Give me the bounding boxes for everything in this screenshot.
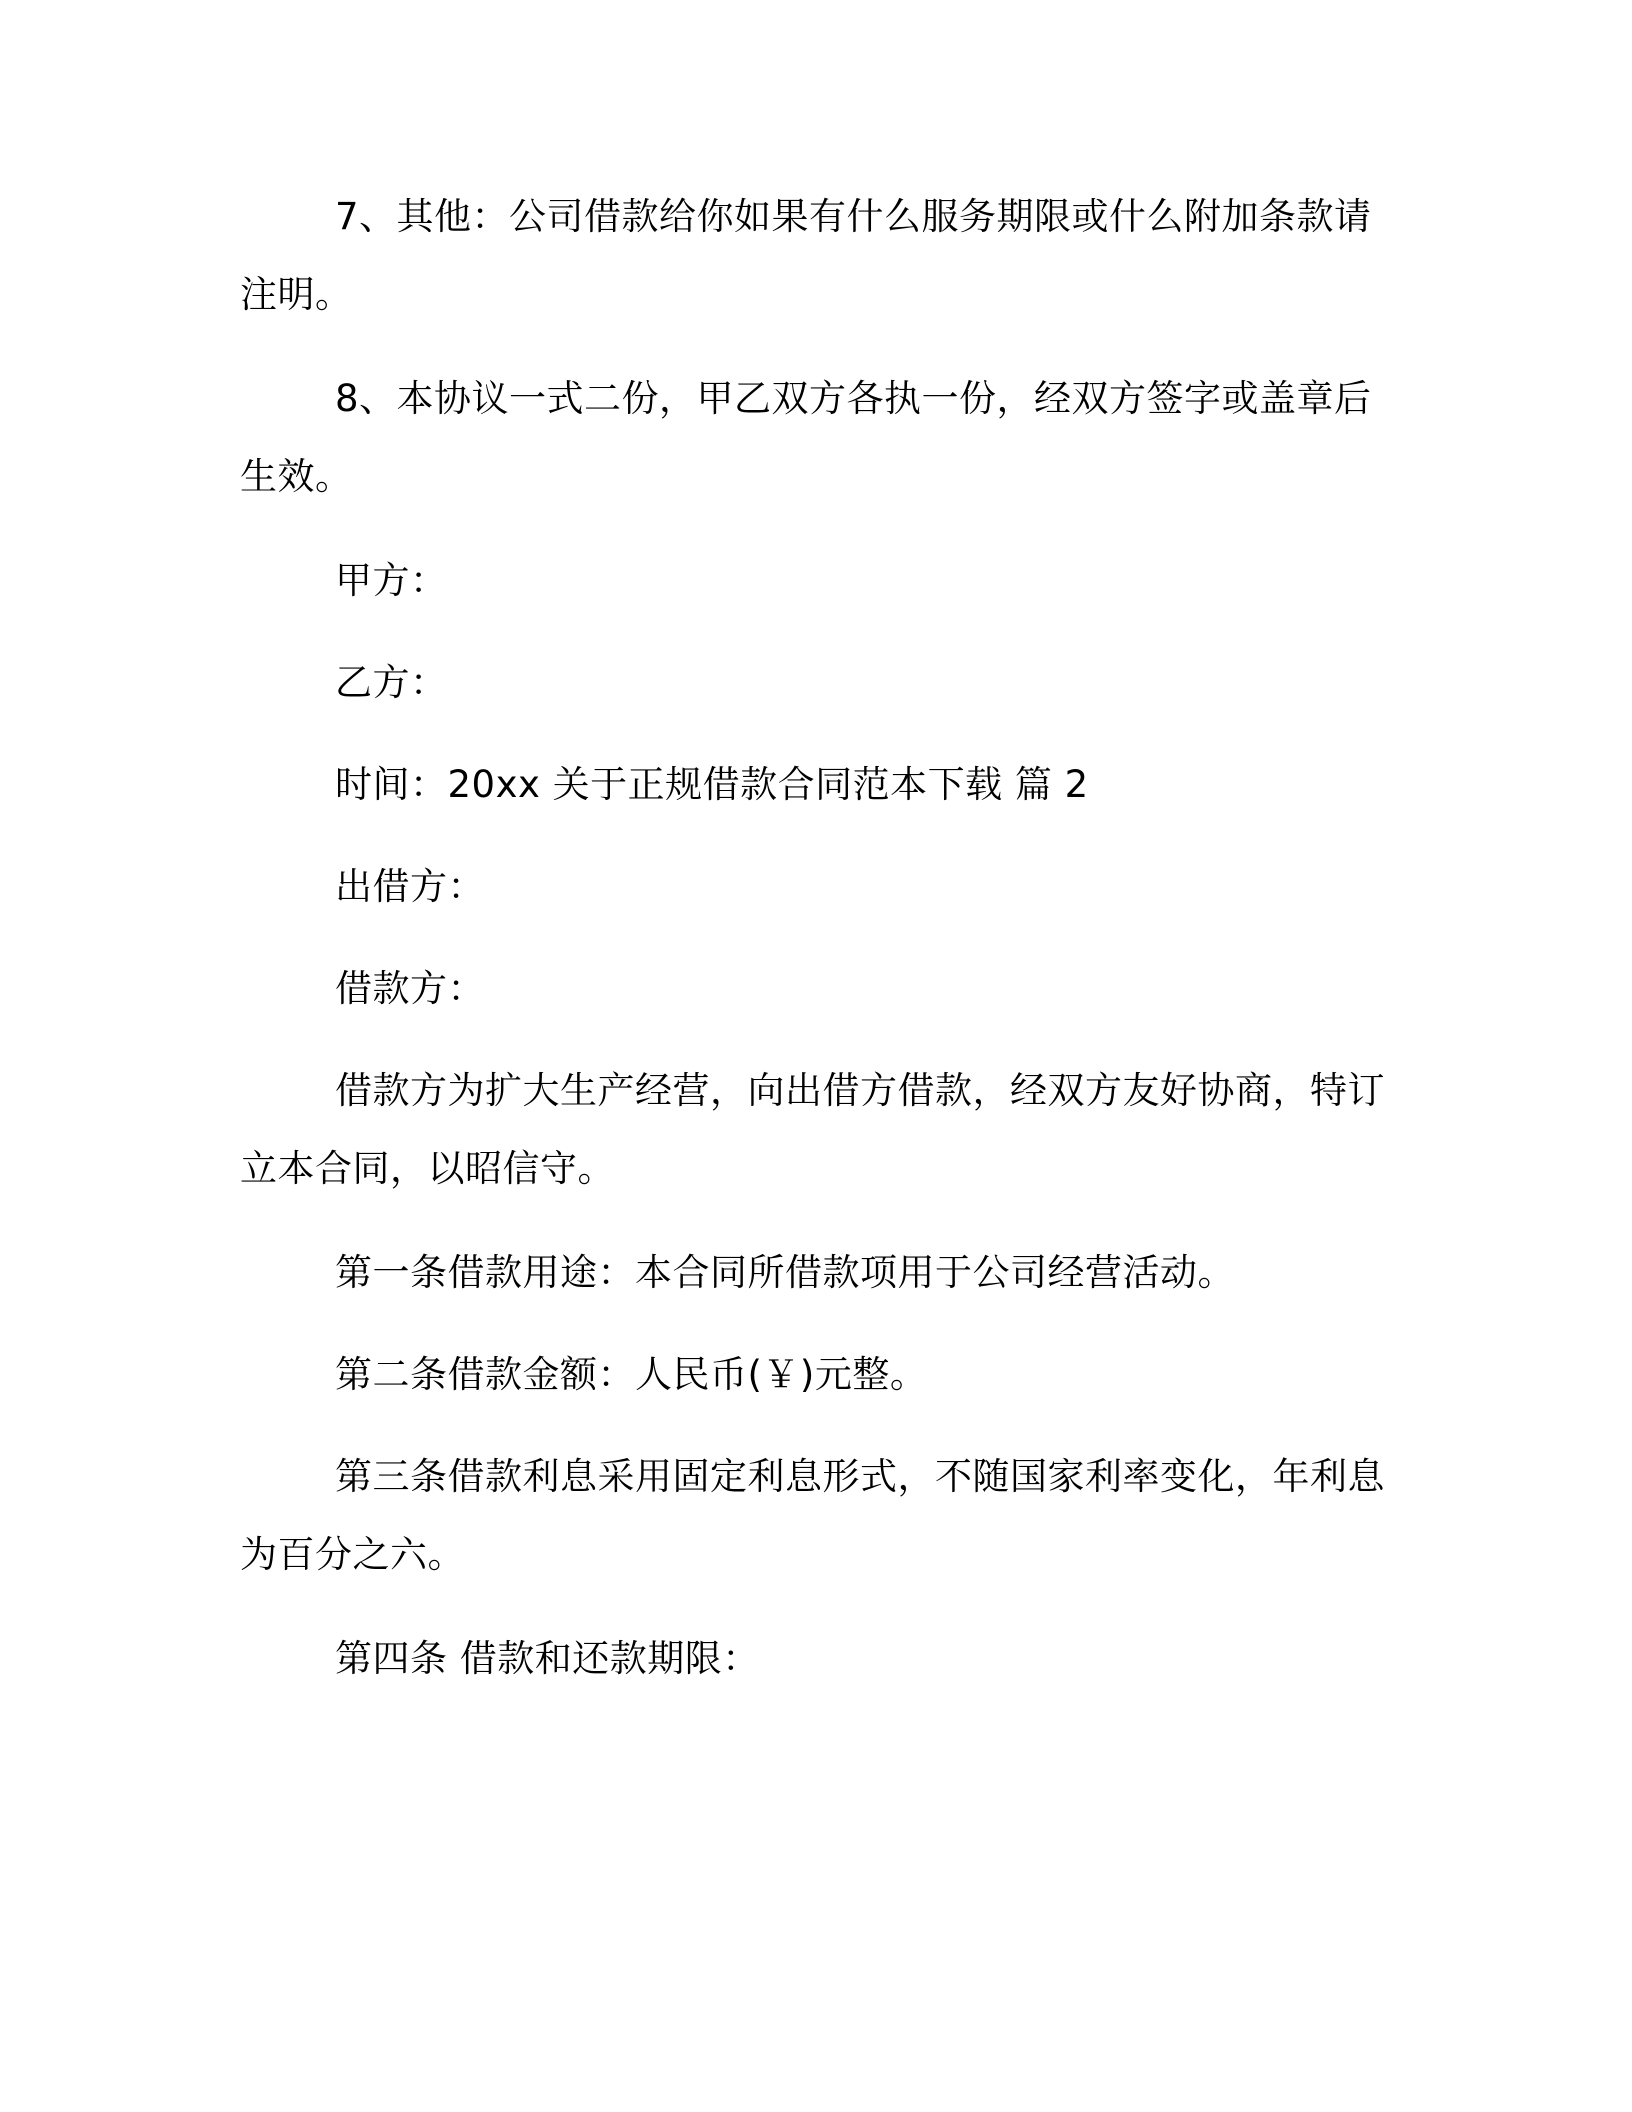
article-3-loan-interest: 第三条借款利息采用固定利息形式，不随国家利率变化，年利息为百分之六。 [240, 1455, 1385, 1576]
date-and-section-heading: 时间：20xx 关于正规借款合同范本下载 篇 2 [335, 763, 1089, 806]
lender-line: 出借方： [335, 865, 485, 908]
paragraph-clause-8-copies: 8、本协议一式二份，甲乙双方各执一份，经双方签字或盖章后生效。 [240, 377, 1372, 498]
borrower-line: 借款方： [335, 967, 485, 1010]
article-4-loan-term: 第四条 借款和还款期限： [335, 1637, 760, 1680]
article-1-loan-purpose: 第一条借款用途：本合同所借款项用于公司经营活动。 [335, 1251, 1235, 1294]
article-2-loan-amount: 第二条借款金额：人民币(￥)元整。 [335, 1353, 928, 1396]
signature-party-b: 乙方： [335, 661, 448, 704]
paragraph-clause-7-other-terms: 7、其他：公司借款给你如果有什么服务期限或什么附加条款请注明。 [240, 195, 1372, 316]
contract-preamble: 借款方为扩大生产经营，向出借方借款，经双方友好协商，特订立本合同，以昭信守。 [240, 1069, 1385, 1190]
signature-party-a: 甲方： [335, 559, 448, 602]
